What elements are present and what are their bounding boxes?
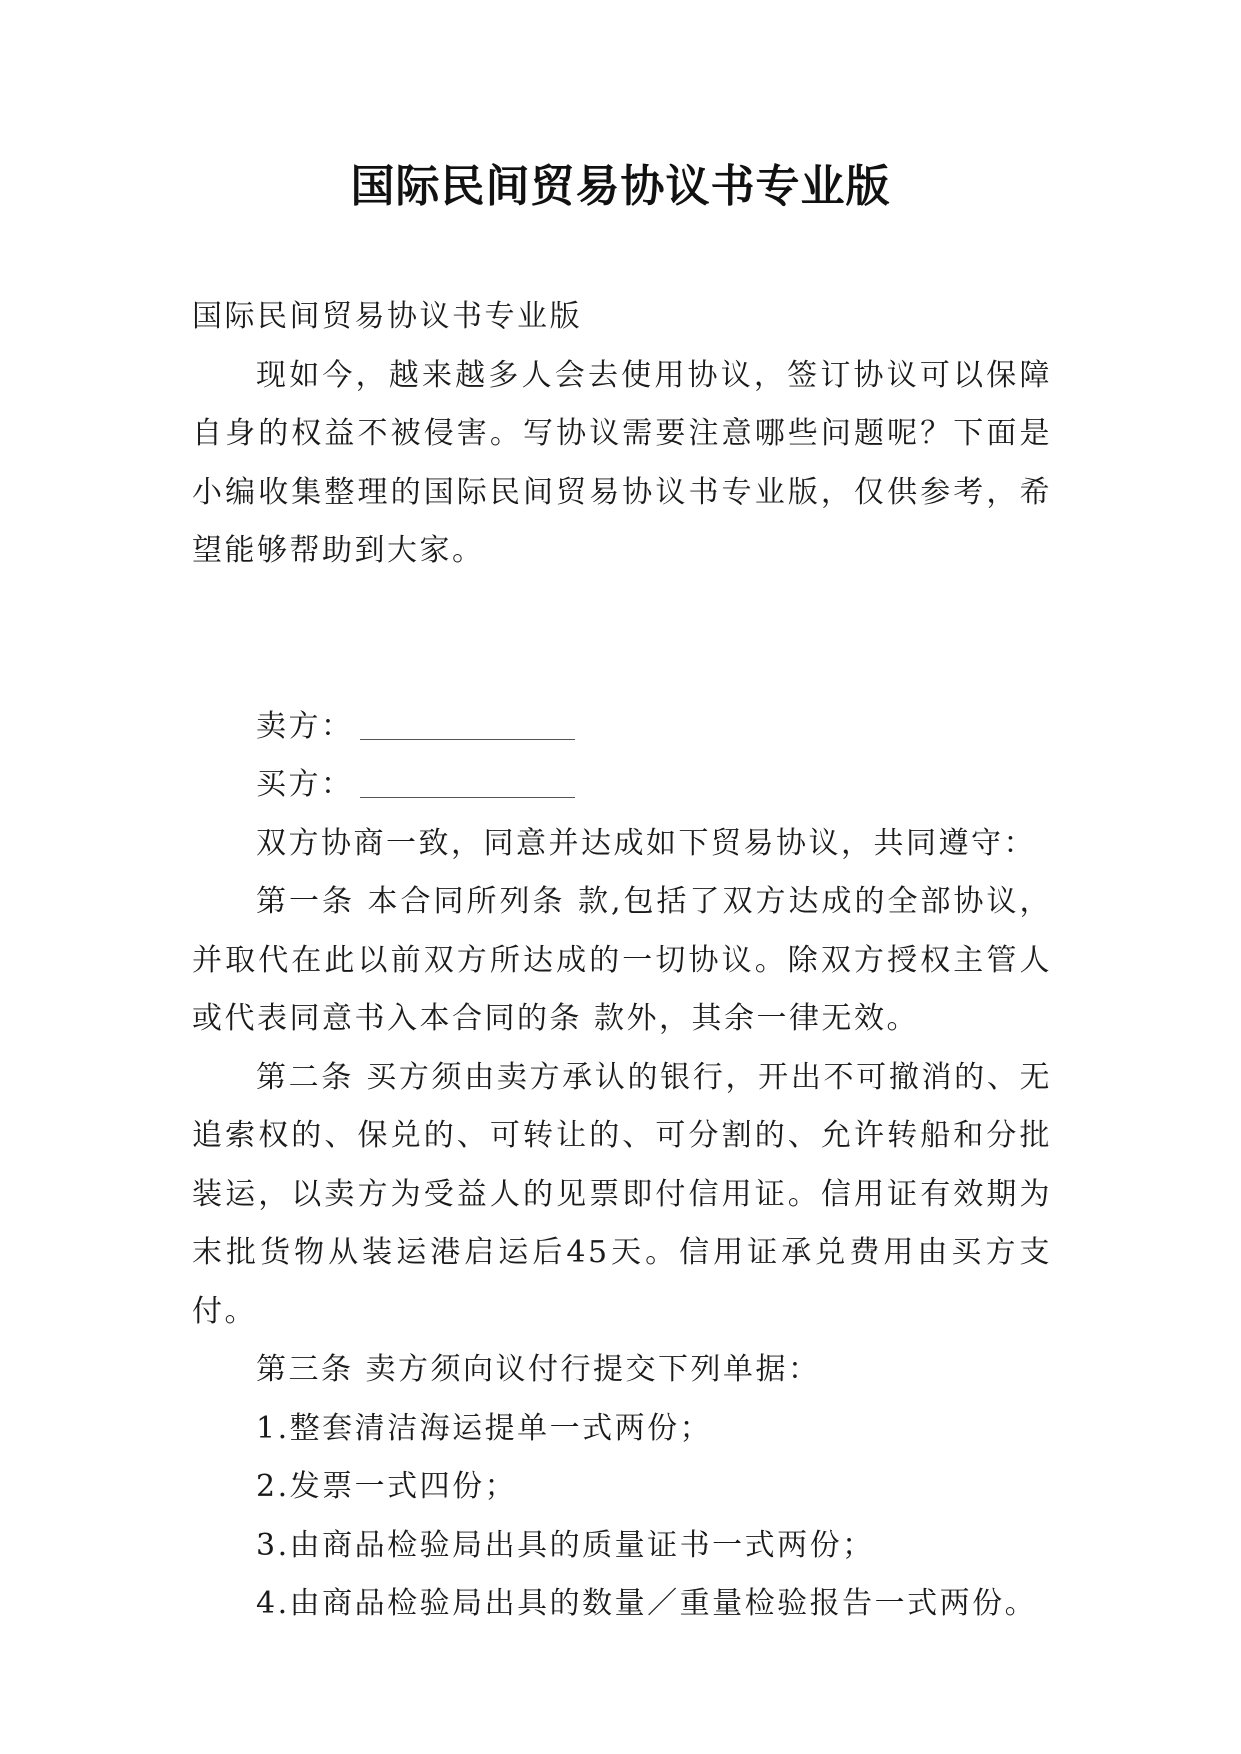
document-subtitle: 国际民间贸易协议书专业版	[192, 299, 582, 334]
article-1: 第一条 本合同所列条 款,包括了双方达成的全部协议，并取代在此以前双方所达成的一切协议。除双方授权主管人或代表同意书入本合同的条 款外，其余一律无效。	[192, 884, 1052, 1036]
buyer-blank	[360, 769, 575, 798]
seller-label: 卖方：	[256, 708, 354, 744]
buyer-label: 买方：	[256, 767, 354, 802]
document-title: 国际民间贸易协议书专业版	[350, 161, 891, 212]
paragraph-gap	[192, 581, 1052, 698]
list-item: 2.发票一式四份；	[256, 1469, 518, 1504]
article-3: 第三条 卖方须向议付行提交下列单据：	[256, 1352, 821, 1387]
article-2: 第二条 买方须由卖方承认的银行，开出不可撤消的、无追索权的、保兑的、可转让的、可分割的、允许转船和分批装运，以卖方为受益人的见票即付信用证。信用证有效期为末批货物从装运港启运后45天。信用证承兑费用由买方支付。	[192, 1059, 1052, 1329]
seller-blank	[360, 711, 575, 740]
list-item: 4.由商品检验局出具的数量／重量检验报告一式两份。	[256, 1586, 1038, 1621]
seller-line	[192, 698, 1052, 757]
agreement-intro: 双方协商一致，同意并达成如下贸易协议，共同遵守：	[256, 825, 1036, 861]
list-item: 3.由商品检验局出具的质量证书一式两份；	[256, 1527, 875, 1563]
document-body	[192, 288, 1052, 1634]
list-item: 1.整套清洁海运提单一式两份；	[256, 1410, 713, 1446]
intro-paragraph: 现如今，越来越多人会去使用协议，签订协议可以保障自身的权益不被侵害。写协议需要注意哪些问题呢？下面是小编收集整理的国际民间贸易协议书专业版，仅供参考，希望能够帮助到大家。	[192, 357, 1052, 568]
buyer-line	[192, 756, 1052, 815]
